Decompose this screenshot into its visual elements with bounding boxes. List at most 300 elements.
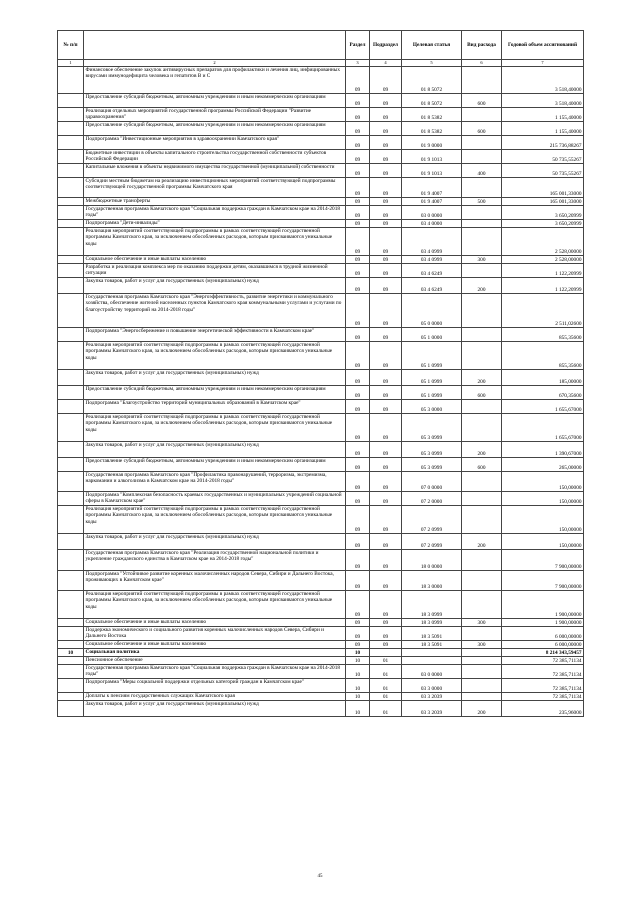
table-row <box>58 264 584 278</box>
table-row <box>58 400 584 414</box>
row-number <box>58 178 84 198</box>
row-name: Поддержка экономического и социального развития коренных малочисленных народов Севера, Сибири и Дальнего Востока <box>84 627 346 641</box>
table-row <box>58 458 584 472</box>
table-row <box>58 414 584 442</box>
column-number: 7 <box>502 60 584 67</box>
row-subsection: 09 <box>370 94 402 108</box>
table-row <box>58 386 584 400</box>
row-amount: 1 122,20999 <box>502 264 584 278</box>
row-name: Социальное обеспечение и иные выплаты населению <box>84 641 346 649</box>
table-row <box>58 550 584 571</box>
row-expense-type <box>462 679 502 693</box>
row-amount: 7 900,00000 <box>502 571 584 591</box>
table-row <box>58 206 584 220</box>
row-expense-type: 600 <box>462 122 502 136</box>
row-amount: 3 518,40000 <box>502 67 584 94</box>
row-subsection: 09 <box>370 472 402 492</box>
row-amount: 150,00000 <box>502 492 584 506</box>
row-subsection: 09 <box>370 458 402 472</box>
row-amount: 670,35600 <box>502 386 584 400</box>
row-number <box>58 294 84 328</box>
table-row <box>58 198 584 206</box>
row-number <box>58 278 84 294</box>
row-number <box>58 400 84 414</box>
row-target-article: 07 2 0000 <box>402 492 462 506</box>
row-number <box>58 472 84 492</box>
table-row <box>58 665 584 679</box>
row-subsection: 09 <box>370 627 402 641</box>
row-subsection: 09 <box>370 400 402 414</box>
row-expense-type <box>462 657 502 665</box>
column-number: 3 <box>346 60 370 67</box>
row-number <box>58 506 84 534</box>
row-expense-type <box>462 550 502 571</box>
row-subsection: 01 <box>370 701 402 717</box>
row-section: 09 <box>346 591 370 619</box>
row-name: Государственная программа Камчатского края "Профилактика правонарушений, терроризма, экстремизма, наркомании и алкоголизма в Камчатском крае на 2014-2018 годы" <box>84 472 346 492</box>
row-name: Пенсионное обеспечение <box>84 657 346 665</box>
row-name: Предоставление субсидий бюджетным, автономным учреждениям и иным некоммерческим организациям <box>84 458 346 472</box>
table-row <box>58 492 584 506</box>
row-name: Предоставление субсидий бюджетным, автономным учреждениям и иным некоммерческим организациям <box>84 122 346 136</box>
row-subsection: 09 <box>370 108 402 122</box>
row-number <box>58 665 84 679</box>
row-expense-type <box>462 228 502 256</box>
row-expense-type <box>462 220 502 228</box>
row-subsection: 09 <box>370 278 402 294</box>
row-subsection: 09 <box>370 198 402 206</box>
table-body <box>58 67 584 717</box>
row-expense-type: 600 <box>462 94 502 108</box>
row-section: 09 <box>346 458 370 472</box>
row-target-article: 01 9 1013 <box>402 164 462 178</box>
table-row <box>58 228 584 256</box>
row-expense-type: 300 <box>462 619 502 627</box>
table-row <box>58 108 584 122</box>
row-target-article: 03 4 6249 <box>402 264 462 278</box>
row-section: 09 <box>346 472 370 492</box>
row-name: Подпрограмма "Устойчивое развитие коренных малочисленных народов Севера, Сибири и Дальнего Востока, проживающих в Камчатском крае" <box>84 571 346 591</box>
table-row <box>58 679 584 693</box>
column-number: 4 <box>370 60 402 67</box>
row-number <box>58 220 84 228</box>
row-section: 09 <box>346 67 370 94</box>
row-target-article: 03 4 6249 <box>402 278 462 294</box>
row-expense-type <box>462 492 502 506</box>
row-name: Субсидии местным бюджетам на реализацию инвестиционных мероприятий соответствующей подпрограммы соответствующей государственной программы Камчатского края <box>84 178 346 198</box>
row-expense-type <box>462 206 502 220</box>
row-expense-type: 300 <box>462 256 502 264</box>
row-target-article: 01 8 5072 <box>402 94 462 108</box>
row-number <box>58 492 84 506</box>
row-section: 09 <box>346 550 370 571</box>
row-amount: 215 736,88267 <box>502 136 584 150</box>
row-section: 09 <box>346 228 370 256</box>
header-expense-type: Вид расхода <box>462 31 502 60</box>
row-target-article: 01 8 5382 <box>402 108 462 122</box>
row-section: 09 <box>346 641 370 649</box>
row-expense-type: 300 <box>462 641 502 649</box>
row-name: Подпрограмма "Комплексная безопасность краевых государственных и муниципальных учреждений социальной сферы в Камчатском крае" <box>84 492 346 506</box>
row-amount: 72 385,71134 <box>502 679 584 693</box>
row-section: 09 <box>346 220 370 228</box>
row-subsection: 09 <box>370 136 402 150</box>
column-number: 5 <box>402 60 462 67</box>
row-name: Подпрограмма "Энергосбережение и повышение энергетической эффективности в Камчатском крае" <box>84 328 346 342</box>
row-amount: 855,35600 <box>502 328 584 342</box>
table-row <box>58 136 584 150</box>
row-expense-type <box>462 649 502 657</box>
row-amount: 1 155,40000 <box>502 122 584 136</box>
column-number: 6 <box>462 60 502 67</box>
budget-table <box>57 30 584 717</box>
row-name: Подпрограмма "Дети-инвалиды" <box>84 220 346 228</box>
row-name: Бюджетные инвестиции в объекты капитального строительства государственной собственности субъектов Российской Федерации <box>84 150 346 164</box>
row-target-article: 05 1 0999 <box>402 342 462 370</box>
row-expense-type <box>462 150 502 164</box>
row-name: Социальное обеспечение и иные выплаты населению <box>84 619 346 627</box>
row-amount: 7 900,00000 <box>502 550 584 571</box>
row-expense-type: 200 <box>462 278 502 294</box>
row-target-article: 03 0 0000 <box>402 665 462 679</box>
row-number <box>58 108 84 122</box>
table-row <box>58 122 584 136</box>
row-number: 10 <box>58 649 84 657</box>
row-amount: 165 001,33000 <box>502 198 584 206</box>
row-subsection: 09 <box>370 591 402 619</box>
row-section: 09 <box>346 400 370 414</box>
row-name: Закупка товаров, работ и услуг для государственных (муниципальных) нужд <box>84 701 346 717</box>
row-target-article: 03 4 0999 <box>402 256 462 264</box>
row-amount: 72 385,71134 <box>502 665 584 679</box>
row-target-article: 18 3 0999 <box>402 619 462 627</box>
row-expense-type <box>462 506 502 534</box>
row-subsection <box>370 649 402 657</box>
row-section: 09 <box>346 414 370 442</box>
row-name: Реализация мероприятий соответствующей подпрограммы в рамках соответствующей государственной программы Камчатского края, за исключением обособленных расходов, которым присваиваются уникальные коды <box>84 414 346 442</box>
row-number <box>58 67 84 94</box>
row-section: 09 <box>346 94 370 108</box>
row-name: Реализация мероприятий соответствующей подпрограммы в рамках соответствующей государственной программы Камчатского края, за исключением обособленных расходов, которым присваиваются уникальные коды <box>84 342 346 370</box>
table-row <box>58 294 584 328</box>
row-name: Реализация мероприятий соответствующей подпрограммы в рамках соответствующей государственной программы Камчатского края, за исключением обособленных расходов, которым присваиваются уникальные коды <box>84 506 346 534</box>
table-row <box>58 534 584 550</box>
row-expense-type <box>462 627 502 641</box>
row-section: 09 <box>346 108 370 122</box>
row-target-article: 03 3 0000 <box>402 679 462 693</box>
row-section: 09 <box>346 178 370 198</box>
row-subsection: 09 <box>370 641 402 649</box>
row-subsection: 09 <box>370 178 402 198</box>
header-annual-amount: Годовой объем ассигнований <box>502 31 584 60</box>
row-number <box>58 627 84 641</box>
row-section: 09 <box>346 442 370 458</box>
row-target-article: 01 9 4007 <box>402 178 462 198</box>
row-section: 09 <box>346 619 370 627</box>
row-section: 09 <box>346 506 370 534</box>
row-amount: 3 650,20999 <box>502 206 584 220</box>
row-subsection: 09 <box>370 370 402 386</box>
row-name: Межбюджетные трансферты <box>84 198 346 206</box>
table-row <box>58 220 584 228</box>
row-target-article: 03 4 0000 <box>402 220 462 228</box>
table-row <box>58 649 584 657</box>
header-section: Раздел <box>346 31 370 60</box>
row-expense-type <box>462 178 502 198</box>
row-subsection: 01 <box>370 657 402 665</box>
table-row <box>58 278 584 294</box>
row-amount: 1 155,40000 <box>502 108 584 122</box>
row-number <box>58 693 84 701</box>
table-row <box>58 701 584 717</box>
table-row <box>58 571 584 591</box>
row-amount: 2 528,00000 <box>502 256 584 264</box>
table-row <box>58 342 584 370</box>
row-amount: 185,00000 <box>502 370 584 386</box>
row-expense-type: 200 <box>462 442 502 458</box>
row-name: Капитальные вложения в объекты недвижимого имущества государственной (муниципальной) собственности <box>84 164 346 178</box>
row-target-article <box>402 649 462 657</box>
row-amount: 1 655,67000 <box>502 414 584 442</box>
row-number <box>58 136 84 150</box>
table-row <box>58 472 584 492</box>
row-number <box>58 342 84 370</box>
row-amount: 6 000,00000 <box>502 627 584 641</box>
row-amount: 265,00000 <box>502 458 584 472</box>
row-number <box>58 164 84 178</box>
row-target-article: 05 0 0000 <box>402 294 462 328</box>
row-subsection: 09 <box>370 67 402 94</box>
row-target-article: 05 3 0999 <box>402 442 462 458</box>
row-number <box>58 94 84 108</box>
table-row <box>58 150 584 164</box>
row-number <box>58 150 84 164</box>
row-amount: 50 735,55267 <box>502 164 584 178</box>
row-number <box>58 701 84 717</box>
row-section: 09 <box>346 198 370 206</box>
row-number <box>58 657 84 665</box>
header-number: № п/п <box>58 31 84 60</box>
row-amount: 72 385,71134 <box>502 657 584 665</box>
row-expense-type <box>462 67 502 94</box>
row-section: 09 <box>346 492 370 506</box>
row-subsection: 09 <box>370 150 402 164</box>
header-subsection: Подраздел <box>370 31 402 60</box>
row-amount: 8 214 343,59457 <box>502 649 584 657</box>
row-amount: 1 900,00000 <box>502 591 584 619</box>
row-subsection: 09 <box>370 342 402 370</box>
row-section: 09 <box>346 150 370 164</box>
row-amount: 165 001,33000 <box>502 178 584 198</box>
row-section: 09 <box>346 256 370 264</box>
header-name <box>84 31 346 60</box>
table-row <box>58 657 584 665</box>
row-name: Финансовое обеспечение закупок антивирусных препаратов для профилактики и лечения лиц, инфицированных вирусами иммунодефицита человека и гепатитов В и С <box>84 67 346 94</box>
row-number <box>58 414 84 442</box>
row-name: Предоставление субсидий бюджетным, автономным учреждениям и иным некоммерческим организациям <box>84 386 346 400</box>
row-section: 10 <box>346 665 370 679</box>
row-expense-type: 200 <box>462 534 502 550</box>
row-section: 09 <box>346 370 370 386</box>
row-name: Реализация мероприятий соответствующей подпрограммы в рамках соответствующей государственной программы Камчатского края, за исключением обособленных расходов, которым присваиваются уникальные коды <box>84 591 346 619</box>
row-target-article: 07 2 0999 <box>402 534 462 550</box>
row-amount: 50 735,55267 <box>502 150 584 164</box>
row-name: Закупка товаров, работ и услуг для государственных (муниципальных) нужд <box>84 534 346 550</box>
row-expense-type <box>462 472 502 492</box>
table-row <box>58 619 584 627</box>
row-target-article: 03 0 0000 <box>402 206 462 220</box>
row-target-article: 05 3 0000 <box>402 400 462 414</box>
table-row <box>58 591 584 619</box>
row-number <box>58 591 84 619</box>
row-number <box>58 619 84 627</box>
row-target-article: 18 0 0000 <box>402 550 462 571</box>
row-target-article: 18 3 0999 <box>402 591 462 619</box>
row-amount: 3 518,40000 <box>502 94 584 108</box>
row-number <box>58 679 84 693</box>
row-number <box>58 442 84 458</box>
row-target-article: 01 9 1013 <box>402 150 462 164</box>
row-name: Доплаты к пенсиям государственных служащих Камчатского края <box>84 693 346 701</box>
row-section: 09 <box>346 278 370 294</box>
row-expense-type: 500 <box>462 198 502 206</box>
table-row <box>58 627 584 641</box>
row-section: 09 <box>346 571 370 591</box>
row-subsection: 09 <box>370 164 402 178</box>
row-target-article: 03 4 0999 <box>402 228 462 256</box>
row-section: 10 <box>346 679 370 693</box>
row-number <box>58 550 84 571</box>
row-expense-type <box>462 591 502 619</box>
row-number <box>58 534 84 550</box>
row-subsection: 09 <box>370 264 402 278</box>
row-number <box>58 571 84 591</box>
row-subsection: 09 <box>370 220 402 228</box>
table-row <box>58 370 584 386</box>
row-name: Государственная программа Камчатского края "Социальная поддержка граждан в Камчатском крае на 2014-2018 годы" <box>84 665 346 679</box>
row-subsection: 09 <box>370 442 402 458</box>
row-section: 10 <box>346 657 370 665</box>
table-row <box>58 67 584 94</box>
row-expense-type: 400 <box>462 164 502 178</box>
row-expense-type <box>462 264 502 278</box>
row-expense-type <box>462 108 502 122</box>
table-header-row <box>58 31 584 60</box>
row-section: 09 <box>346 342 370 370</box>
row-target-article: 01 8 5072 <box>402 67 462 94</box>
row-section: 09 <box>346 206 370 220</box>
row-target-article: 01 9 4007 <box>402 198 462 206</box>
row-amount: 2 528,00000 <box>502 228 584 256</box>
row-number <box>58 228 84 256</box>
row-expense-type <box>462 342 502 370</box>
row-section: 09 <box>346 136 370 150</box>
row-target-article: 01 8 5382 <box>402 122 462 136</box>
row-number <box>58 328 84 342</box>
row-target-article: 07 2 0999 <box>402 506 462 534</box>
row-subsection: 01 <box>370 693 402 701</box>
row-number <box>58 122 84 136</box>
row-name: Закупка товаров, работ и услуг для государственных (муниципальных) нужд <box>84 442 346 458</box>
row-amount: 150,00000 <box>502 534 584 550</box>
row-amount: 150,00000 <box>502 506 584 534</box>
row-section: 09 <box>346 264 370 278</box>
row-amount: 150,00000 <box>502 472 584 492</box>
row-amount: 1 655,67000 <box>502 400 584 414</box>
row-section: 10 <box>346 649 370 657</box>
row-subsection: 09 <box>370 328 402 342</box>
row-expense-type <box>462 571 502 591</box>
row-subsection: 09 <box>370 619 402 627</box>
row-target-article: 05 3 0999 <box>402 414 462 442</box>
row-expense-type: 200 <box>462 701 502 717</box>
row-target-article: 18 3 0000 <box>402 571 462 591</box>
row-amount: 2 511,02600 <box>502 294 584 328</box>
row-name: Государственная программа Камчатского края "Социальная поддержка граждан в Камчатском крае на 2014-2018 годы" <box>84 206 346 220</box>
row-expense-type <box>462 665 502 679</box>
row-number <box>58 256 84 264</box>
row-target-article: 03 3 2039 <box>402 701 462 717</box>
row-target-article: 03 3 2039 <box>402 693 462 701</box>
row-amount: 6 000,00000 <box>502 641 584 649</box>
header-target-article: Целевая статья <box>402 31 462 60</box>
row-name: Предоставление субсидий бюджетным, автономным учреждениям и иным некоммерческим организациям <box>84 94 346 108</box>
row-name: Закупка товаров, работ и услуг для государственных (муниципальных) нужд <box>84 370 346 386</box>
page-number: 45 <box>317 874 323 879</box>
row-subsection: 09 <box>370 550 402 571</box>
row-section: 09 <box>346 164 370 178</box>
row-subsection: 09 <box>370 386 402 400</box>
row-name: Реализация отдельных мероприятий государственной программы Российской Федерации "Развитие здравоохранения" <box>84 108 346 122</box>
row-target-article: 18 3 5091 <box>402 641 462 649</box>
row-name: Социальная политика <box>84 649 346 657</box>
row-amount: 1 122,20999 <box>502 278 584 294</box>
row-section: 09 <box>346 386 370 400</box>
row-section: 09 <box>346 328 370 342</box>
row-target-article: 18 3 5091 <box>402 627 462 641</box>
column-number: 2 <box>84 60 346 67</box>
table-row <box>58 506 584 534</box>
column-numbering-row <box>58 60 584 67</box>
row-number <box>58 641 84 649</box>
row-number <box>58 370 84 386</box>
row-expense-type: 200 <box>462 370 502 386</box>
table-row <box>58 94 584 108</box>
row-number <box>58 458 84 472</box>
row-subsection: 09 <box>370 256 402 264</box>
row-amount: 72 385,71134 <box>502 693 584 701</box>
row-section: 09 <box>346 122 370 136</box>
row-name: Разработка и реализация комплекса мер по оказанию поддержки детям, оказавшимся в трудной жизненной ситуации <box>84 264 346 278</box>
row-name: Подпрограмма "Меры социальной поддержки отдельных категорий граждан в Камчатском крае" <box>84 679 346 693</box>
row-target-article: 05 1 0000 <box>402 328 462 342</box>
row-name: Подпрограмма "Инвестиционные мероприятия в здравоохранении Камчатского края" <box>84 136 346 150</box>
row-name: Социальное обеспечение и иные выплаты населению <box>84 256 346 264</box>
row-expense-type <box>462 136 502 150</box>
row-subsection: 09 <box>370 492 402 506</box>
row-subsection: 09 <box>370 294 402 328</box>
row-name: Государственная программа Камчатского края "Реализация государственной национальной политики и укрепление гражданского единства в Камчатском крае на 2014-2018 годы" <box>84 550 346 571</box>
table-row <box>58 178 584 198</box>
row-expense-type <box>462 294 502 328</box>
row-target-article: 05 1 0999 <box>402 370 462 386</box>
row-subsection: 09 <box>370 571 402 591</box>
row-expense-type <box>462 693 502 701</box>
row-subsection: 09 <box>370 414 402 442</box>
row-section: 10 <box>346 701 370 717</box>
row-amount: 1 390,67000 <box>502 442 584 458</box>
row-section: 09 <box>346 294 370 328</box>
